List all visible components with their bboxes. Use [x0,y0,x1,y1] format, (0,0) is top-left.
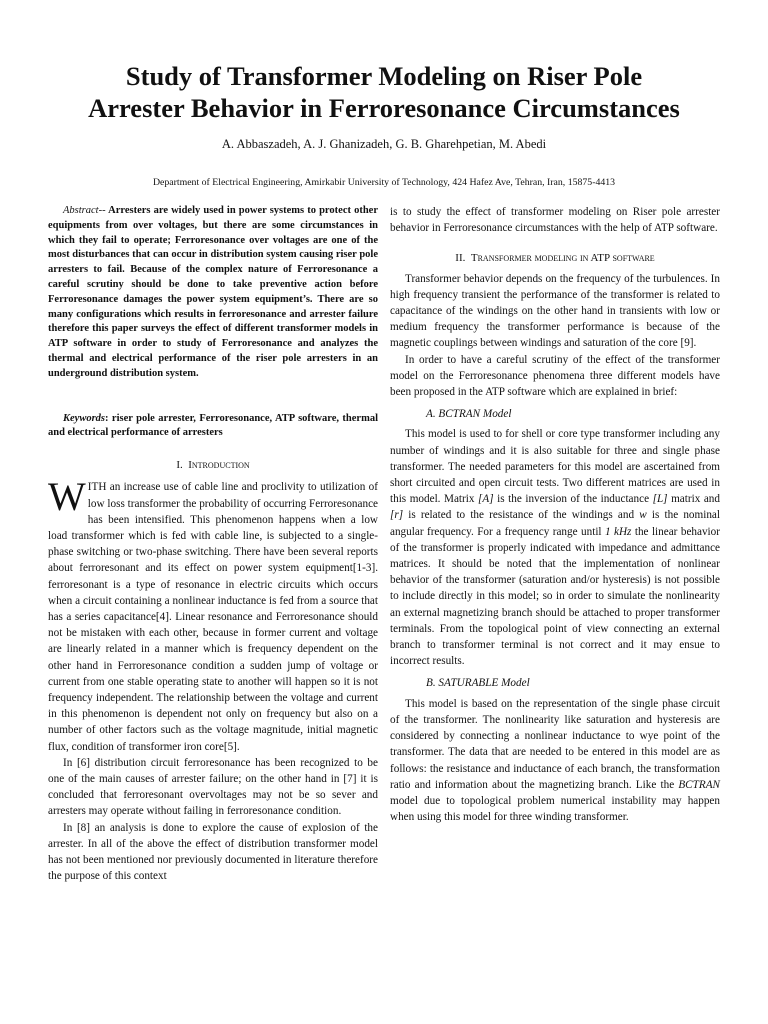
bctran-text-6: the linear behavior of the transformer is properly indicated with impedance and admittance matrices. It should be noted that the implementation of nonlinear behavior of the transformer (saturation and/or hysteresis) is not possible to include directly in this model; so in order to simulate the nonlinearity an external magnetizing branch should be attached to proper transformer terminals. From the topological point of view connecting an external branch to transformer terminal is not correct and it may ensue to incorrect results. [390,525,720,668]
section-title: Transformer modeling in ATP software [470,252,655,265]
saturable-text-1: This model is based on the representation of the single phase circuit of the transformer. The nonlinearity like saturation and hysteresis are considered by connecting a nonlinear inductance to wye point of the transformer. The data that are needed to be entered in this model are as follows: the resistance and inductance of each branch, the transformation ratio and information about the magnetizing branch. Like the [390,697,720,791]
keywords-text: : riser pole arrester, Ferroresonance, ATP software, thermal and electrical performance of arresters [48,412,378,439]
left-column [48,204,378,884]
intro-continuation: is to study the effect of transformer modeling on Riser pole arrester behavior in Ferroresonance circumstances with the help of ATP software. [390,206,720,235]
section-title: Introduction [188,459,250,472]
intro-paragraph-2: In [6] distribution circuit ferroresonance has been recognized to be one of the main causes of arrester failure; on the other hand in [7] it is concluded that ferroresonant overvoltages may not be so sever and arresters may operate without failing in ferroresonance condition. [48,756,378,818]
intro-paragraph-1-text: ITH an increase use of cable line and proclivity to utilization of low loss transformer the probability of occurring Ferroresonance has been intensified. This phenomenon happens when a low load transformer which is fed with cable line, is subjected to a single-phase switching or two-phase switching. There have been several reports about ferroresonant and its effect on power system equipment[1-3]. ferroresonant is a type of resonance in electric circuits which occurs when a circuit containing a nonlinear inductance is fed from a source that has a series capacitance[4]. Linear resonance and Ferroresonance should not be mistaken with each other, because in former current and voltage are linearly related in a manner which is frequency dependent on the other hand in Ferroresonance condition a sudden jump of voltage or current from one stable operating state to another will happen so it is not frequency independent. The relationship between the voltage and current in this phenomenon is dependent not only on frequency but also on a number of other factors such as the voltage magnitude, initial magnetic flux, condition of transformer iron core[5]. [48,481,378,753]
section-heading-transformer-modeling [390,250,720,266]
saturable-paragraph [390,696,720,826]
bctran-paragraph [390,426,720,669]
title-line-2: Arrester Behavior in Ferroresonance Circumstances [88,93,680,123]
abstract-text: Arresters are widely used in power systems to protect other equipments from over voltages, but there are some circumstances in which they fail to operate; Ferroresonance over voltages are one of the most disturbances that can occur in distribution system causing riser pole arresters to fail. Because of the complex nature of Ferroresonance a careful scrutiny should be done to take preventive action before Ferroresonance damages the power system equipment’s. There are so many configurations which results in ferroresonance and arrester failure therefore this paper surveys the effect of different transformer models in ATP software in order to study of Ferroresonance and analyzes the thermal and electrical performance of the riser pole arresters in an underground distribution system. [48,205,378,379]
right-column [390,204,720,825]
subsection-heading-saturable: B. SATURABLE Model [426,677,530,690]
modeling-paragraph-1: Transformer behavior depends on the frequency of the turbulences. In high frequency transient the performance of the transformer is related to capacitance of the windings on the other hand in transients with low or medium frequency the transformer performance is because of the magnetic couplings between windings and saturation of the core [9]. [390,272,720,350]
modeling-paragraph-2: In order to have a careful scrutiny of the effect of the transformer model on the Ferroresonance phenomena three different models have been proposed in the ATP software which are explained in brief: [390,353,720,399]
bctran-text-4: is related to the resistance of the windings and [403,509,640,522]
abstract [48,204,378,382]
title-line-1: Study of Transformer Modeling on Riser Pole [125,61,643,91]
keywords [48,412,378,442]
section-heading-introduction [48,457,378,473]
bctran-text-3: matrix and [667,493,720,506]
matrix-r-symbol: [r] [390,509,404,522]
matrix-a-symbol: [A] [478,493,494,506]
author-list: A. Abbaszadeh, A. J. Ghanizadeh, G. B. Gharehpetian, M. Abedi [221,137,547,151]
intro-paragraph-1 [48,474,378,754]
bctran-text-2: is the inversion of the inductance [493,493,653,506]
affiliation: Department of Electrical Engineering, Amirkabir University of Technology, 424 Hafez Ave, Tehran, Iran, 15875-4413 [152,177,616,188]
keywords-lead: Keywords [63,412,105,424]
abstract-lead: Abstract-- [63,205,106,216]
subsection-heading-bctran: A. BCTRAN Model [426,408,512,421]
paper-title [30,60,738,124]
intro-paragraph-3: In [8] an analysis is done to explore the cause of explosion of the arrester. In all of the above the effect of distribution transformer model has not been mentioned nor previously documented in literature therefore the purpose of this context [48,821,378,883]
bctran-text-1: This model is used to for shell or core type transformer including any number of windings and it is also suitable for three and single phase transformer. The needed parameters for this model are ascertained from short circuited and open circuit tests. Two different matrices are used in this model. Matrix [390,428,720,506]
drop-cap: W [48,474,86,520]
section-number: II. [455,252,466,265]
bctran-mention: BCTRAN [678,778,720,791]
bctran-text-5: is the nominal angular frequency. For a frequency range until [390,509,720,538]
section-number: I. [176,459,183,472]
omega-symbol: w [639,509,647,522]
matrix-l-symbol: [L] [652,493,668,506]
saturable-text-2: model due to topological problem numerical instability may happen when using this model for three winding transformer. [390,794,720,824]
frequency-value: 1 kHz [604,525,632,538]
